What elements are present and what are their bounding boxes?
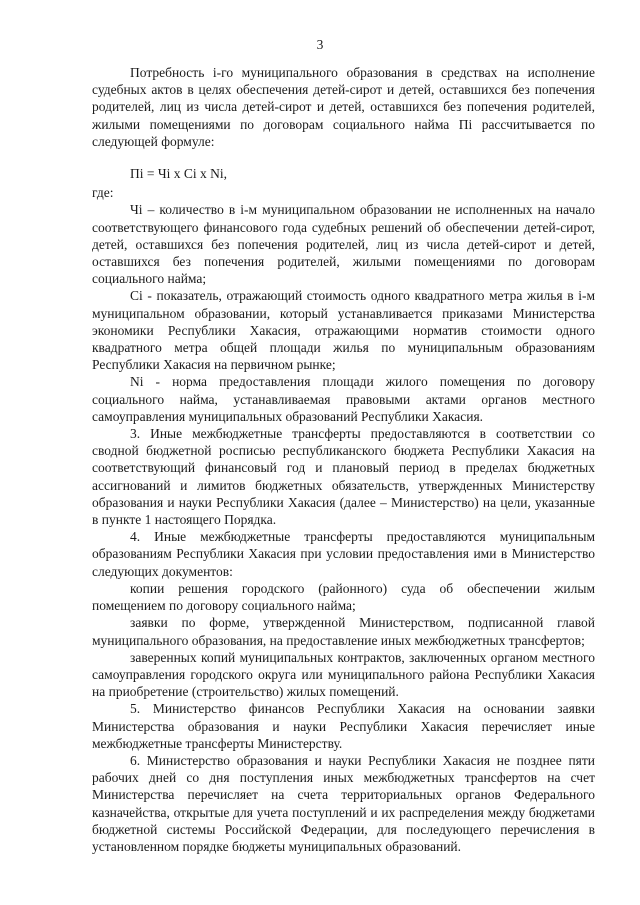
paragraph-contract-copies: заверенных копий муниципальных контрактов, заключенных органом местного самоуправления городского округа или муниципального района Республики Хакасия на приобретение (строительство) жилых помещений. [92,649,595,700]
paragraph-item-6: 6. Министерство образования и науки Республики Хакасия не позднее пяти рабочих дней со дня поступления иных межбюджетных трансфертов на счет Министерства перечисляет на счета территориальных органов Федерального казначейства, открытые для учета поступлений и их распределения между бюджетами бюджетной системы Российской Федерации, для последующего перечисления в установленном порядке бюджеты муниципальных образований. [92,752,595,854]
paragraph-item-5: 5. Министерство финансов Республики Хакасия на основании заявки Министерства образования и науки Республики Хакасия перечисляет иные межбюджетные трансферты Министерству. [92,701,595,751]
paragraph-ci-definition: Ci - показатель, отражающий стоимость одного квадратного метра жилья в i-м муниципальном образовании, который устанавливается приказами Министерства экономики Республики Хакасия, отражающими норматив стоимости одного квадратного метра общей площади жилья по муниципальным образованиям Республики Хакасия на первичном рынке; [92,288,595,373]
paragraph-court-decision-copies: копии решения городского (районного) суда об обеспечении жилым помещением по договору социального найма; [92,580,595,614]
paragraph-item-3: 3. Иные межбюджетные трансферты предоставляются в соответствии со сводной бюджетной росписью республиканского бюджета Республики Хакасия на соответствующий финансовый год и плановый период в пределах бюджетных ассигнований и лимитов бюджетных обязательств, утвержденных Министерству образования и науки Республики Хакасия (далее – Министерство) на цели, указанные в пункте 1 настоящего Порядка. [92,426,595,528]
formula: Пi = Чi x Ci x Ni, [130,166,228,182]
paragraph-where: где: [92,185,114,201]
paragraph-chi-definition: Чi – количество в i-м муниципальном образовании не исполненных на начало соответствующего финансового года судебных решений об обеспечении детей-сирот, детей, оставшихся без попечения родителей, лиц из числа детей-сирот и детей, оставшихся без попечения родителей, жилыми помещениями по договорам социального найма; [92,202,595,287]
paragraph-need-intro: Потребность i-го муниципального образования в средствах на исполнение судебных актов в целях обеспечения детей-сирот и детей, оставшихся без попечения родителей, лиц из числа детей-сирот и детей, оставшихся без попечения родителей, жилыми помещениями по договорам социального найма Пi рассчитывается по следующей формуле: [92,65,595,149]
paragraph-ni-definition: Ni - норма предоставления площади жилого помещения по договору социального найма, устанавливаемая правовыми актами органов местного самоуправления муниципальных образований Республики Хакасия. [92,374,595,424]
page-number: 3 [316,37,324,52]
paragraph-application-form: заявки по форме, утвержденной Министерством, подписанной главой муниципального образования, на предоставление иных межбюджетных трансфертов; [92,615,595,648]
document-body [92,64,595,855]
paragraph-item-4: 4. Иные межбюджетные трансферты предоставляются муниципальным образованиям Республики Хакасия при условии предоставления ими в Министерство следующих документов: [92,529,595,579]
